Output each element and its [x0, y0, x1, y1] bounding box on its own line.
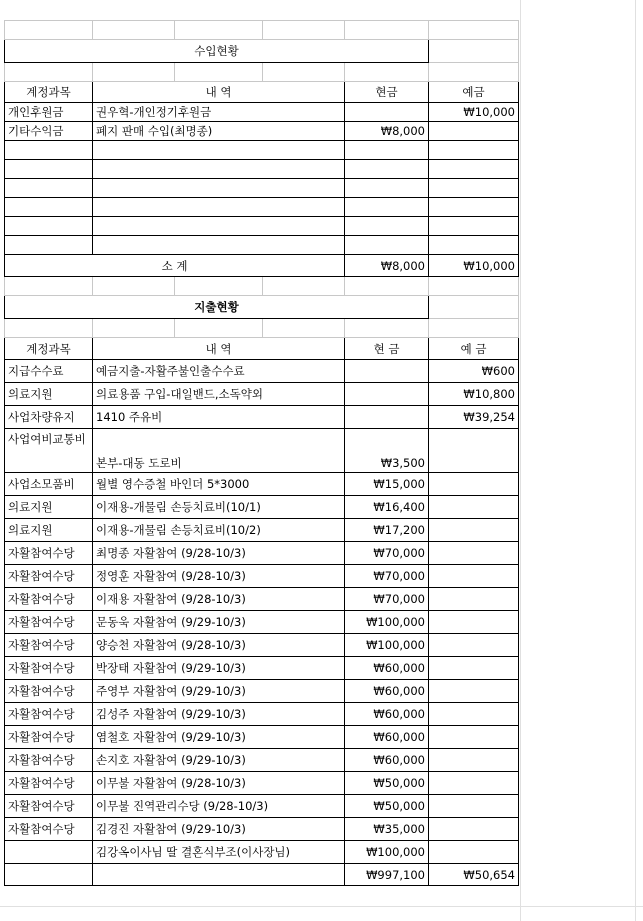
- empty-cell[interactable]: [93, 21, 175, 40]
- cash-cell[interactable]: ₩60,000: [345, 703, 429, 726]
- account-cell[interactable]: [5, 841, 93, 864]
- empty-cell[interactable]: [5, 21, 93, 40]
- spacer-row: [5, 63, 519, 82]
- detail-cell[interactable]: [93, 217, 345, 236]
- detail-cell[interactable]: 예금지출-자활주불인출수수료: [93, 360, 345, 383]
- empty-cell[interactable]: [175, 319, 263, 338]
- empty-cell[interactable]: [5, 277, 93, 296]
- deposit-cell[interactable]: ₩10,000: [429, 103, 519, 122]
- income-row: [5, 217, 519, 236]
- deposit-cell[interactable]: [429, 680, 519, 703]
- detail-cell[interactable]: 권우혁-개인정기후원금: [93, 103, 345, 122]
- header-cash[interactable]: 현 금: [345, 338, 429, 360]
- deposit-cell[interactable]: [429, 634, 519, 657]
- expense-row: [5, 680, 519, 703]
- detail-cell[interactable]: [93, 179, 345, 198]
- income-row: [5, 141, 519, 160]
- detail-cell[interactable]: 이재용 자활참여 (9/28-10/3): [93, 588, 345, 611]
- detail-cell[interactable]: 양승천 자활참여 (9/28-10/3): [93, 634, 345, 657]
- deposit-cell[interactable]: ₩10,800: [429, 383, 519, 406]
- expense-row: [5, 841, 519, 864]
- income-header-row: [5, 82, 519, 103]
- cash-cell[interactable]: [345, 217, 429, 236]
- subtotal-cash[interactable]: ₩8,000: [345, 255, 429, 277]
- header-cash[interactable]: 현금: [345, 82, 429, 103]
- header-detail[interactable]: 내 역: [93, 82, 345, 103]
- account-cell[interactable]: 자활참여수당: [5, 726, 93, 749]
- cash-cell[interactable]: ₩100,000: [345, 611, 429, 634]
- income-row: [5, 179, 519, 198]
- cash-cell[interactable]: [345, 360, 429, 383]
- cash-cell[interactable]: ₩60,000: [345, 749, 429, 772]
- spacer-row: [5, 21, 519, 40]
- expense-row: [5, 749, 519, 772]
- deposit-cell[interactable]: [429, 542, 519, 565]
- deposit-cell[interactable]: [429, 496, 519, 519]
- empty-cell[interactable]: [93, 277, 175, 296]
- income-row: [5, 198, 519, 217]
- detail-cell[interactable]: 본부-대동 도로비: [93, 429, 345, 473]
- deposit-cell[interactable]: [429, 179, 519, 198]
- deposit-cell[interactable]: [429, 519, 519, 542]
- account-cell[interactable]: 사업소모품비: [5, 473, 93, 496]
- cash-cell[interactable]: ₩50,000: [345, 772, 429, 795]
- cash-cell[interactable]: ₩100,000: [345, 634, 429, 657]
- cash-cell[interactable]: ₩70,000: [345, 588, 429, 611]
- empty-cell[interactable]: [263, 63, 345, 82]
- detail-cell[interactable]: 월별 영수증철 바인더 5*3000: [93, 473, 345, 496]
- deposit-cell[interactable]: [429, 122, 519, 141]
- expense-total-row: [5, 864, 519, 886]
- expense-title-row: [5, 296, 519, 319]
- detail-cell[interactable]: [93, 198, 345, 217]
- header-account[interactable]: 계정과목: [5, 338, 93, 360]
- expense-row: [5, 473, 519, 496]
- detail-cell[interactable]: 이재용-개물림 손등치료비(10/2): [93, 519, 345, 542]
- expense-row: [5, 818, 519, 841]
- deposit-cell[interactable]: [429, 429, 519, 473]
- deposit-cell[interactable]: [429, 841, 519, 864]
- income-section-title[interactable]: 수입현황: [5, 40, 429, 63]
- empty-cell[interactable]: [175, 21, 263, 40]
- cash-cell[interactable]: ₩50,000: [345, 795, 429, 818]
- account-cell[interactable]: [5, 217, 93, 236]
- column-gridline: [520, 0, 521, 921]
- detail-cell[interactable]: [93, 236, 345, 255]
- income-row: [5, 103, 519, 122]
- account-cell[interactable]: 개인후원금: [5, 103, 93, 122]
- header-account[interactable]: 계정과목: [5, 82, 93, 103]
- deposit-cell[interactable]: [429, 588, 519, 611]
- deposit-cell[interactable]: [429, 726, 519, 749]
- empty-cell[interactable]: [263, 319, 345, 338]
- deposit-cell[interactable]: ₩39,254: [429, 406, 519, 429]
- deposit-cell[interactable]: [429, 160, 519, 179]
- empty-cell[interactable]: [345, 277, 429, 296]
- deposit-cell[interactable]: [429, 198, 519, 217]
- account-cell[interactable]: 자활참여수당: [5, 680, 93, 703]
- account-cell[interactable]: 자활참여수당: [5, 749, 93, 772]
- cash-cell[interactable]: ₩35,000: [345, 818, 429, 841]
- account-cell[interactable]: 의료지원: [5, 519, 93, 542]
- detail-cell[interactable]: 김경진 자활참여 (9/29-10/3): [93, 818, 345, 841]
- empty-cell[interactable]: [429, 63, 519, 82]
- expense-row: [5, 429, 519, 473]
- cash-cell[interactable]: ₩70,000: [345, 565, 429, 588]
- income-subtotal-row: [5, 255, 519, 277]
- cash-report-table: [4, 20, 519, 886]
- expense-section-title[interactable]: 지출현황: [5, 296, 429, 319]
- expense-row: [5, 519, 519, 542]
- account-cell[interactable]: 자활참여수당: [5, 818, 93, 841]
- account-cell[interactable]: 지급수수료: [5, 360, 93, 383]
- cash-cell[interactable]: [345, 383, 429, 406]
- expense-row: [5, 406, 519, 429]
- deposit-cell[interactable]: [429, 217, 519, 236]
- header-deposit[interactable]: 예 금: [429, 338, 519, 360]
- detail-cell[interactable]: 염철호 자활참여 (9/29-10/3): [93, 726, 345, 749]
- expense-row: [5, 542, 519, 565]
- expense-rows: [5, 360, 519, 864]
- cash-cell[interactable]: ₩15,000: [345, 473, 429, 496]
- expense-row: [5, 726, 519, 749]
- empty-cell[interactable]: [93, 63, 175, 82]
- account-cell[interactable]: [5, 160, 93, 179]
- detail-cell[interactable]: 문동욱 자활참여 (9/29-10/3): [93, 611, 345, 634]
- deposit-cell[interactable]: [429, 818, 519, 841]
- cash-cell[interactable]: ₩60,000: [345, 726, 429, 749]
- account-cell[interactable]: 자활참여수당: [5, 565, 93, 588]
- detail-cell[interactable]: 주영부 자활참여 (9/29-10/3): [93, 680, 345, 703]
- empty-cell[interactable]: [175, 277, 263, 296]
- expense-row: [5, 588, 519, 611]
- income-row: [5, 122, 519, 141]
- deposit-cell[interactable]: ₩600: [429, 360, 519, 383]
- account-cell[interactable]: 사업여비교통비: [5, 429, 93, 473]
- cash-cell[interactable]: ₩60,000: [345, 657, 429, 680]
- account-cell[interactable]: 자활참여수당: [5, 588, 93, 611]
- expense-row: [5, 772, 519, 795]
- cash-cell[interactable]: ₩70,000: [345, 542, 429, 565]
- detail-cell[interactable]: [93, 160, 345, 179]
- cash-cell[interactable]: ₩17,200: [345, 519, 429, 542]
- cash-cell[interactable]: ₩8,000: [345, 122, 429, 141]
- cash-cell[interactable]: [345, 160, 429, 179]
- deposit-cell[interactable]: [429, 657, 519, 680]
- account-cell[interactable]: 의료지원: [5, 383, 93, 406]
- deposit-cell[interactable]: [429, 473, 519, 496]
- expense-row: [5, 360, 519, 383]
- account-cell[interactable]: 자활참여수당: [5, 657, 93, 680]
- expense-row: [5, 383, 519, 406]
- header-deposit[interactable]: 예금: [429, 82, 519, 103]
- empty-cell[interactable]: [93, 864, 345, 886]
- income-row: [5, 236, 519, 255]
- expense-row: [5, 795, 519, 818]
- expense-row: [5, 657, 519, 680]
- empty-cell[interactable]: [345, 319, 429, 338]
- account-cell[interactable]: [5, 236, 93, 255]
- cash-cell[interactable]: ₩60,000: [345, 680, 429, 703]
- detail-cell[interactable]: 이무불 자활참여 (9/28-10/3): [93, 772, 345, 795]
- detail-cell[interactable]: 최명종 자활참여 (9/28-10/3): [93, 542, 345, 565]
- account-cell[interactable]: 자활참여수당: [5, 611, 93, 634]
- income-rows: [5, 103, 519, 255]
- account-cell[interactable]: 자활참여수당: [5, 703, 93, 726]
- empty-cell[interactable]: [93, 319, 175, 338]
- empty-cell[interactable]: [263, 21, 345, 40]
- cash-cell[interactable]: ₩16,400: [345, 496, 429, 519]
- expense-row: [5, 496, 519, 519]
- account-cell[interactable]: 기타수익금: [5, 122, 93, 141]
- deposit-cell[interactable]: [429, 703, 519, 726]
- spacer-row: [5, 277, 519, 296]
- account-cell[interactable]: [5, 198, 93, 217]
- total-deposit[interactable]: ₩50,654: [429, 864, 519, 886]
- deposit-cell[interactable]: [429, 565, 519, 588]
- deposit-cell[interactable]: [429, 141, 519, 160]
- detail-cell[interactable]: 박장태 자활참여 (9/29-10/3): [93, 657, 345, 680]
- empty-cell[interactable]: [429, 21, 519, 40]
- empty-cell[interactable]: [345, 63, 429, 82]
- account-cell[interactable]: 자활참여수당: [5, 542, 93, 565]
- cash-cell[interactable]: [345, 198, 429, 217]
- empty-cell[interactable]: [5, 864, 93, 886]
- empty-cell[interactable]: [429, 40, 519, 63]
- income-row: [5, 160, 519, 179]
- spacer-row: [5, 319, 519, 338]
- empty-cell[interactable]: [175, 63, 263, 82]
- account-cell[interactable]: [5, 179, 93, 198]
- detail-cell[interactable]: 정영훈 자활참여 (9/28-10/3): [93, 565, 345, 588]
- detail-cell[interactable]: 손지호 자활참여 (9/29-10/3): [93, 749, 345, 772]
- cash-cell[interactable]: [345, 179, 429, 198]
- deposit-cell[interactable]: [429, 611, 519, 634]
- detail-cell[interactable]: [93, 141, 345, 160]
- header-detail[interactable]: 내 역: [93, 338, 345, 360]
- cash-cell[interactable]: [345, 141, 429, 160]
- detail-cell[interactable]: 이재용-개물림 손등치료비(10/1): [93, 496, 345, 519]
- account-cell[interactable]: [5, 141, 93, 160]
- detail-cell[interactable]: 김강옥이사님 딸 결혼식부조(이사장님): [93, 841, 345, 864]
- deposit-cell[interactable]: [429, 236, 519, 255]
- deposit-cell[interactable]: [429, 749, 519, 772]
- cash-cell[interactable]: [345, 103, 429, 122]
- account-cell[interactable]: 의료지원: [5, 496, 93, 519]
- empty-cell[interactable]: [345, 21, 429, 40]
- account-cell[interactable]: 자활참여수당: [5, 772, 93, 795]
- account-cell[interactable]: 자활참여수당: [5, 634, 93, 657]
- empty-cell[interactable]: [5, 63, 93, 82]
- detail-cell[interactable]: 의료용품 구입-대일밴드,소독약외: [93, 383, 345, 406]
- cash-cell[interactable]: [345, 236, 429, 255]
- empty-cell[interactable]: [429, 296, 519, 319]
- subtotal-deposit[interactable]: ₩10,000: [429, 255, 519, 277]
- expense-header-row: [5, 338, 519, 360]
- cash-cell[interactable]: ₩100,000: [345, 841, 429, 864]
- expense-row: [5, 611, 519, 634]
- empty-cell[interactable]: [429, 277, 519, 296]
- empty-cell[interactable]: [263, 277, 345, 296]
- total-cash[interactable]: ₩997,100: [345, 864, 429, 886]
- expense-row: [5, 703, 519, 726]
- expense-row: [5, 565, 519, 588]
- empty-cell[interactable]: [429, 319, 519, 338]
- row-gridline: [0, 906, 643, 907]
- income-title-row: [5, 40, 519, 63]
- empty-cell[interactable]: [5, 319, 93, 338]
- detail-cell[interactable]: 김성주 자활참여 (9/29-10/3): [93, 703, 345, 726]
- deposit-cell[interactable]: [429, 795, 519, 818]
- account-cell[interactable]: 사업차량유지: [5, 406, 93, 429]
- detail-cell[interactable]: 1410 주유비: [93, 406, 345, 429]
- deposit-cell[interactable]: [429, 772, 519, 795]
- subtotal-label[interactable]: 소 계: [5, 255, 345, 277]
- cash-cell[interactable]: [345, 406, 429, 429]
- detail-cell[interactable]: 이무불 진역관리수당 (9/28-10/3): [93, 795, 345, 818]
- column-gridline: [635, 0, 636, 921]
- account-cell[interactable]: 자활참여수당: [5, 795, 93, 818]
- detail-cell[interactable]: 폐지 판매 수입(최명종): [93, 122, 345, 141]
- expense-row: [5, 634, 519, 657]
- cash-cell[interactable]: ₩3,500: [345, 429, 429, 473]
